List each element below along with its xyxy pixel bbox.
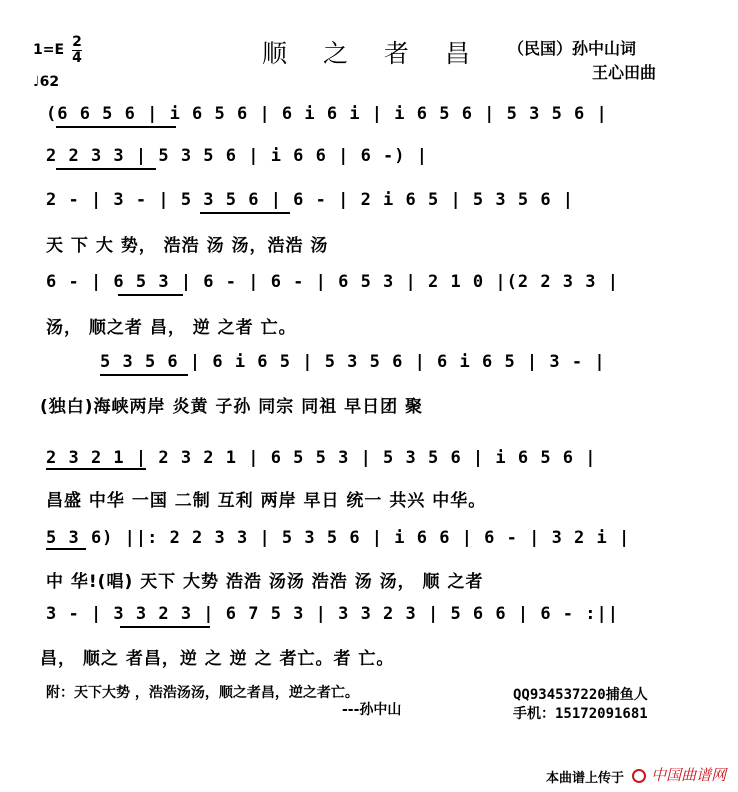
song-title: 顺 之 者 昌 <box>262 39 484 68</box>
score-line-2: 2 2 3 3 | 5 3 5 6 | i 6 6 | 6 -) | <box>46 146 428 166</box>
beam-line <box>200 212 290 214</box>
score-line-6: 2 3 2 1 | 2 3 2 1 | 6 5 5 3 | 5 3 5 6 | i 6 5 6 | <box>46 448 597 468</box>
site-logo-icon <box>632 769 646 783</box>
beam-line <box>118 294 183 296</box>
beam-line <box>100 374 188 376</box>
lyricist-credit: （民国）孙中山词 <box>508 39 637 58</box>
lyric-line-5: 中 华!(唱) 天下 大势 浩浩 汤汤 浩浩 汤 汤， 顺 之者 <box>46 572 484 592</box>
time-signature-bottom: 4 <box>72 50 82 66</box>
tempo-marking: ♩62 <box>33 74 60 90</box>
lyric-line-4: 昌盛 中华 一国 二制 互利 两岸 早日 统一 共兴 中华。 <box>46 491 487 511</box>
score-line-3: 2 - | 3 - | 5 3 5 6 | 6 - | 2 i 6 5 | 5 3 5 6 | <box>46 190 575 210</box>
score-line-7: 5 3 6) ||: 2 2 3 3 | 5 3 5 6 | i 6 6 | 6 - | 3 2 i | <box>46 528 631 548</box>
lyric-line-1: 天 下 大 势， 浩浩 汤 汤，浩浩 汤 <box>46 236 329 256</box>
composer-credit: 王心田曲 <box>592 63 657 82</box>
beam-line <box>120 626 210 628</box>
contact-phone: 手机：15172091681 <box>513 706 648 722</box>
score-line-1: (6 6 5 6 | i 6 5 6 | 6 i 6 i | i 6 5 6 | 5 3 5 6 | <box>46 104 608 124</box>
key-signature: 1=E <box>33 42 65 58</box>
beam-line <box>46 468 146 470</box>
footnote-text: 附：天下大势 ，浩浩汤汤，顺之者昌，逆之者亡。 <box>46 685 359 701</box>
contact-qq: QQ934537220捕鱼人 <box>513 687 648 703</box>
beam-line <box>56 168 156 170</box>
lyric-line-6: 昌， 顺之 者昌，逆 之 逆 之 者亡。者 亡。 <box>40 649 395 669</box>
time-signature <box>72 36 82 65</box>
footnote-signature: ---孙中山 <box>342 702 402 718</box>
beam-line <box>56 126 176 128</box>
lyric-line-2: 汤， 顺之者 昌， 逆 之者 亡。 <box>46 318 297 338</box>
score-line-8: 3 - | 3 3 2 3 | 6 7 5 3 | 3 3 2 3 | 5 6 6 | 6 - :|| <box>46 604 619 624</box>
lyric-line-3: (独白)海峡两岸 炎黄 子孙 同宗 同祖 早日团 聚 <box>40 397 424 417</box>
score-line-4: 6 - | 6 5 3 | 6 - | 6 - | 6 5 3 | 2 1 0 |(2 2 3 3 | <box>46 272 619 292</box>
upload-text: 本曲谱上传于 <box>546 771 625 786</box>
beam-line <box>46 548 86 550</box>
site-logo[interactable] <box>632 764 726 785</box>
time-signature-top: 2 <box>72 34 82 50</box>
site-logo-text: 中国曲谱网 <box>651 766 727 784</box>
score-line-5: 5 3 5 6 | 6 i 6 5 | 5 3 5 6 | 6 i 6 5 | 3 - | <box>100 352 606 372</box>
